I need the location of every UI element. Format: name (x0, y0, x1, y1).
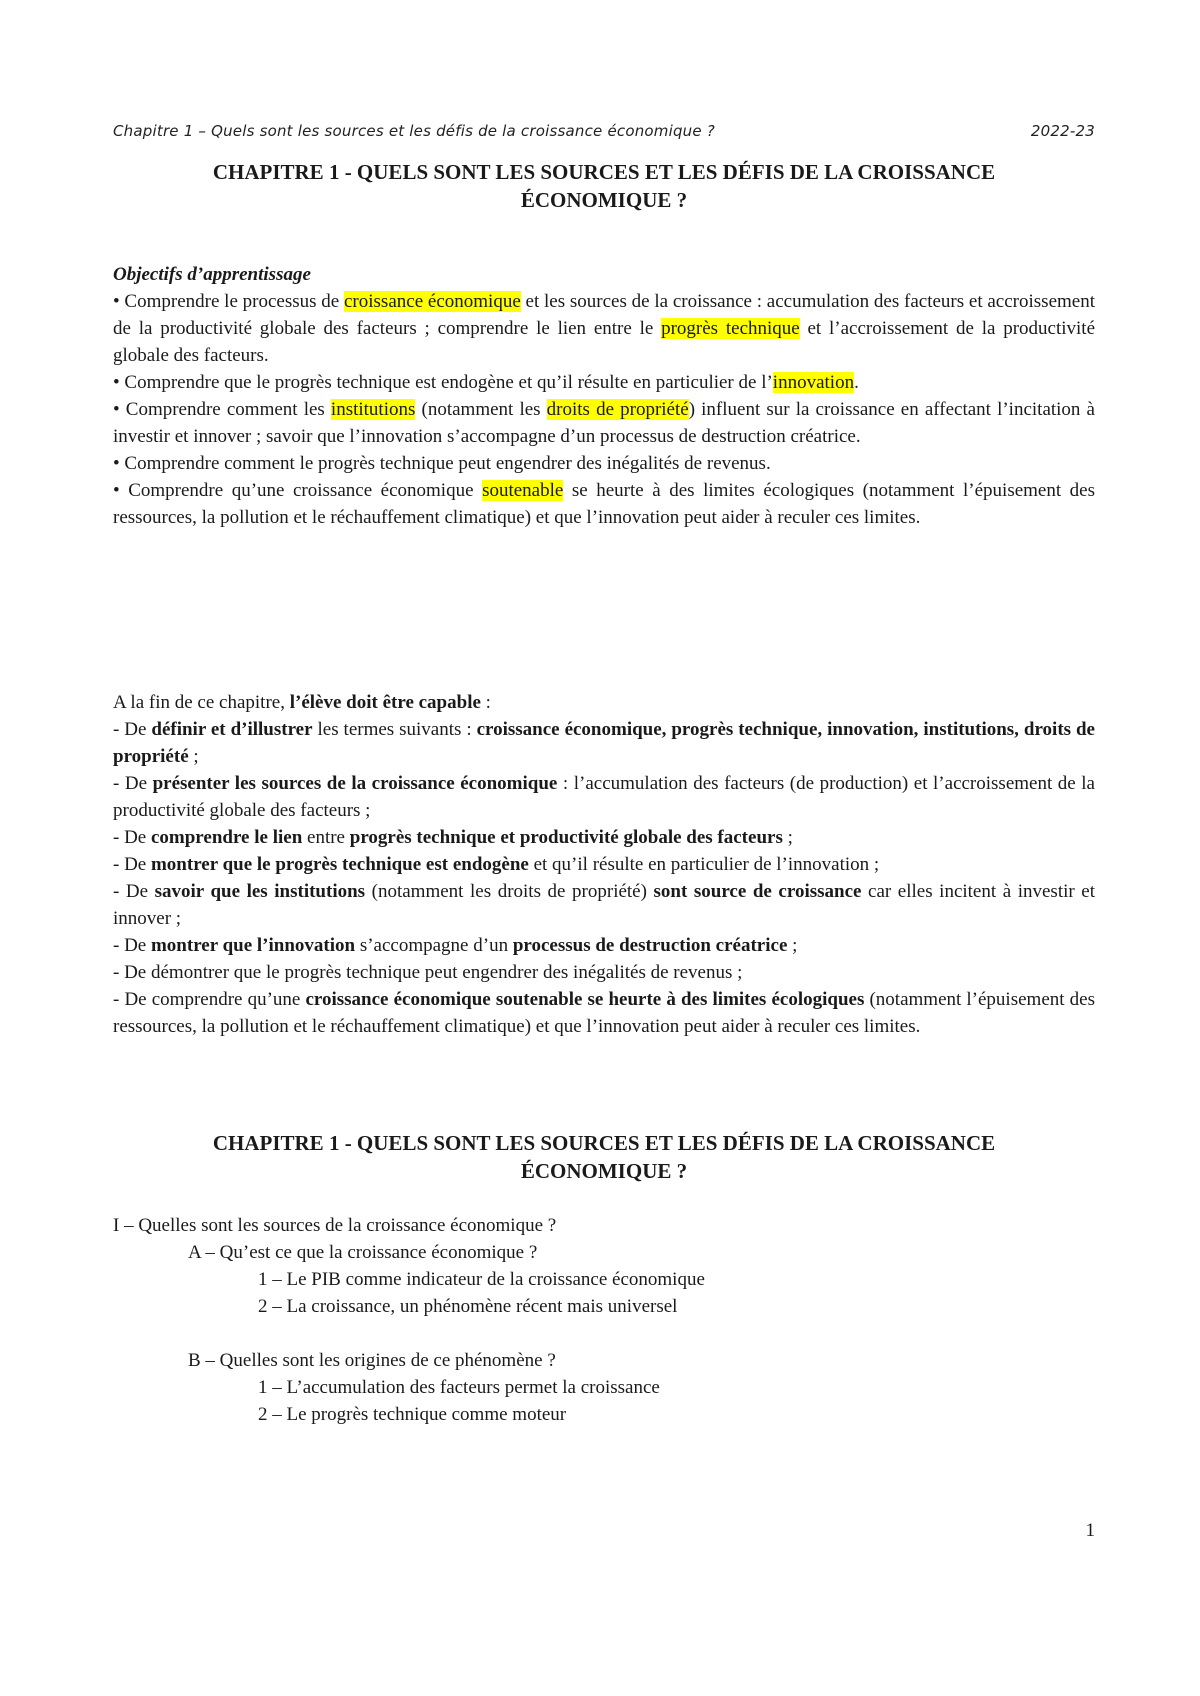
text-run: - De (113, 773, 153, 794)
text-run: - De (113, 854, 151, 875)
skill-item (113, 770, 1095, 824)
text-run: • Comprendre que le progrès technique est endogène et qu’il résulte en particulier de l’ (113, 372, 773, 393)
highlight-innovation: innovation (772, 372, 855, 393)
skill-item (113, 851, 1095, 878)
objective-1 (113, 288, 1095, 369)
text-run-bold: croissance économique soutenable se heurte à des limites écologiques (305, 989, 865, 1010)
text-run: et les sources de la croissance : accumulation des facteurs et accroissement de la productivité globale des facteurs ; comprendre le lien entre le (113, 291, 1095, 339)
text-run: se heurte à des limites écologiques (notamment l’épuisement des ressources, la pollution et le réchauffement climatique) et que l’innovation peut aider à reculer ces limites. (113, 480, 1095, 528)
text-run: - De (113, 881, 155, 902)
chapter-title-repeat (113, 1129, 1095, 1185)
chapter-outline (113, 1212, 1095, 1428)
skill-item (113, 716, 1095, 770)
text-run: • Comprendre le processus de (113, 291, 344, 312)
chapter-title-line-2: ÉCONOMIQUE ? (520, 1159, 688, 1183)
outline-subsection-a1: 1 – Le PIB comme indicateur de la croissance économique (258, 1269, 705, 1290)
text-run: ) influent sur la croissance en affectant l’incitation à investir et innover ; savoir que l’innovation s’accompagne d’un processus de destruction créatrice. (113, 399, 1095, 447)
skill-item: - De démontrer que le progrès technique peut engendrer des inégalités de revenus ; (113, 962, 743, 983)
objective-2 (113, 369, 1095, 396)
text-run: A la fin de ce chapitre, (113, 692, 290, 713)
highlight-soutenable: soutenable (482, 480, 564, 501)
text-run: (notamment les droits de propriété) (365, 881, 654, 902)
text-run-bold: montrer que l’innovation (150, 935, 356, 956)
text-run: • Comprendre qu’une croissance économique (113, 480, 483, 501)
objectives-section (113, 261, 1095, 531)
header-year: 2022-23 (1030, 122, 1095, 140)
skills-intro (113, 689, 1095, 716)
text-run: : (480, 692, 491, 713)
text-run: - De comprendre qu’une (113, 989, 306, 1010)
text-run-bold: progrès technique et productivité globale des facteurs (349, 827, 783, 848)
highlight-institutions: institutions (330, 399, 416, 420)
text-run: et qu’il résulte en particulier de l’innovation ; (528, 854, 880, 875)
text-run: . (854, 372, 859, 393)
objectives-heading: Objectifs d’apprentissage (113, 264, 311, 285)
skill-item (113, 824, 1095, 851)
text-run: • Comprendre comment les (113, 399, 331, 420)
text-run-bold: l’élève doit être capable (289, 692, 481, 713)
skill-item (113, 878, 1095, 932)
text-run-bold: définir et d’illustrer (151, 719, 313, 740)
outline-subsection-b1: 1 – L’accumulation des facteurs permet la croissance (258, 1377, 660, 1398)
skill-item (113, 986, 1095, 1040)
outline-section-b: B – Quelles sont les origines de ce phénomène ? (188, 1350, 556, 1371)
text-run-bold: sont source de croissance (653, 881, 862, 902)
text-run: - De (113, 827, 151, 848)
text-run-bold: processus de destruction créatrice (512, 935, 788, 956)
text-run: (notamment l’épuisement des ressources, la pollution et le réchauffement climatique) et que l’innovation peut aider à reculer ces limites. (113, 989, 1095, 1037)
skill-item (113, 932, 1095, 959)
text-run: et l’accroissement de la productivité globale des facteurs. (113, 318, 1096, 366)
text-run: entre (302, 827, 350, 848)
text-run: - De (113, 719, 152, 740)
objective-3 (113, 396, 1095, 450)
outline-section-a: A – Qu’est ce que la croissance économique ? (188, 1242, 538, 1263)
text-run: : l’accumulation des facteurs (de production) et l’accroissement de la productivité globale des facteurs ; (113, 773, 1095, 821)
text-run-bold: comprendre le lien (150, 827, 303, 848)
header-chapter-title: Chapitre 1 – Quels sont les sources et les défis de la croissance économique ? (113, 122, 715, 140)
text-run: ; (782, 827, 793, 848)
page-number: 1 (1085, 1520, 1095, 1541)
text-run: ; (188, 746, 199, 767)
objective-4: • Comprendre comment le progrès technique peut engendrer des inégalités de revenus. (113, 453, 771, 474)
text-run: ; (787, 935, 798, 956)
text-run-bold: savoir que les institutions (154, 881, 366, 902)
text-run: car elles incitent à investir et innover ; (113, 881, 1095, 929)
text-run: les termes suivants : (312, 719, 477, 740)
text-run-bold: montrer que le progrès technique est endogène (150, 854, 529, 875)
highlight-progres-technique: progrès technique (661, 318, 800, 339)
chapter-title-line-2: ÉCONOMIQUE ? (520, 188, 688, 212)
highlight-droits-de-propriete: droits de propriété (546, 399, 689, 420)
chapter-title (113, 158, 1095, 214)
outline-subsection-b2: 2 – Le progrès technique comme moteur (258, 1404, 567, 1425)
chapter-title-line-1: CHAPITRE 1 - QUELS SONT LES SOURCES ET LES DÉFIS DE LA CROISSANCE (212, 1131, 996, 1155)
text-run: (notamment les (415, 399, 547, 420)
outline-part-1: I – Quelles sont les sources de la croissance économique ? (113, 1215, 557, 1236)
text-run: - De (113, 935, 151, 956)
outline-subsection-a2: 2 – La croissance, un phénomène récent mais universel (258, 1296, 678, 1317)
text-run-bold: présenter les sources de la croissance économique (152, 773, 558, 794)
skills-section (113, 689, 1095, 1040)
text-run-bold: croissance économique, progrès technique, innovation, institutions, droits de propriété (113, 719, 1095, 767)
objective-5 (113, 477, 1095, 531)
text-run: s’accompagne d’un (355, 935, 513, 956)
chapter-title-line-1: CHAPITRE 1 - QUELS SONT LES SOURCES ET LES DÉFIS DE LA CROISSANCE (212, 160, 996, 184)
highlight-croissance-economique: croissance économique (344, 291, 521, 312)
